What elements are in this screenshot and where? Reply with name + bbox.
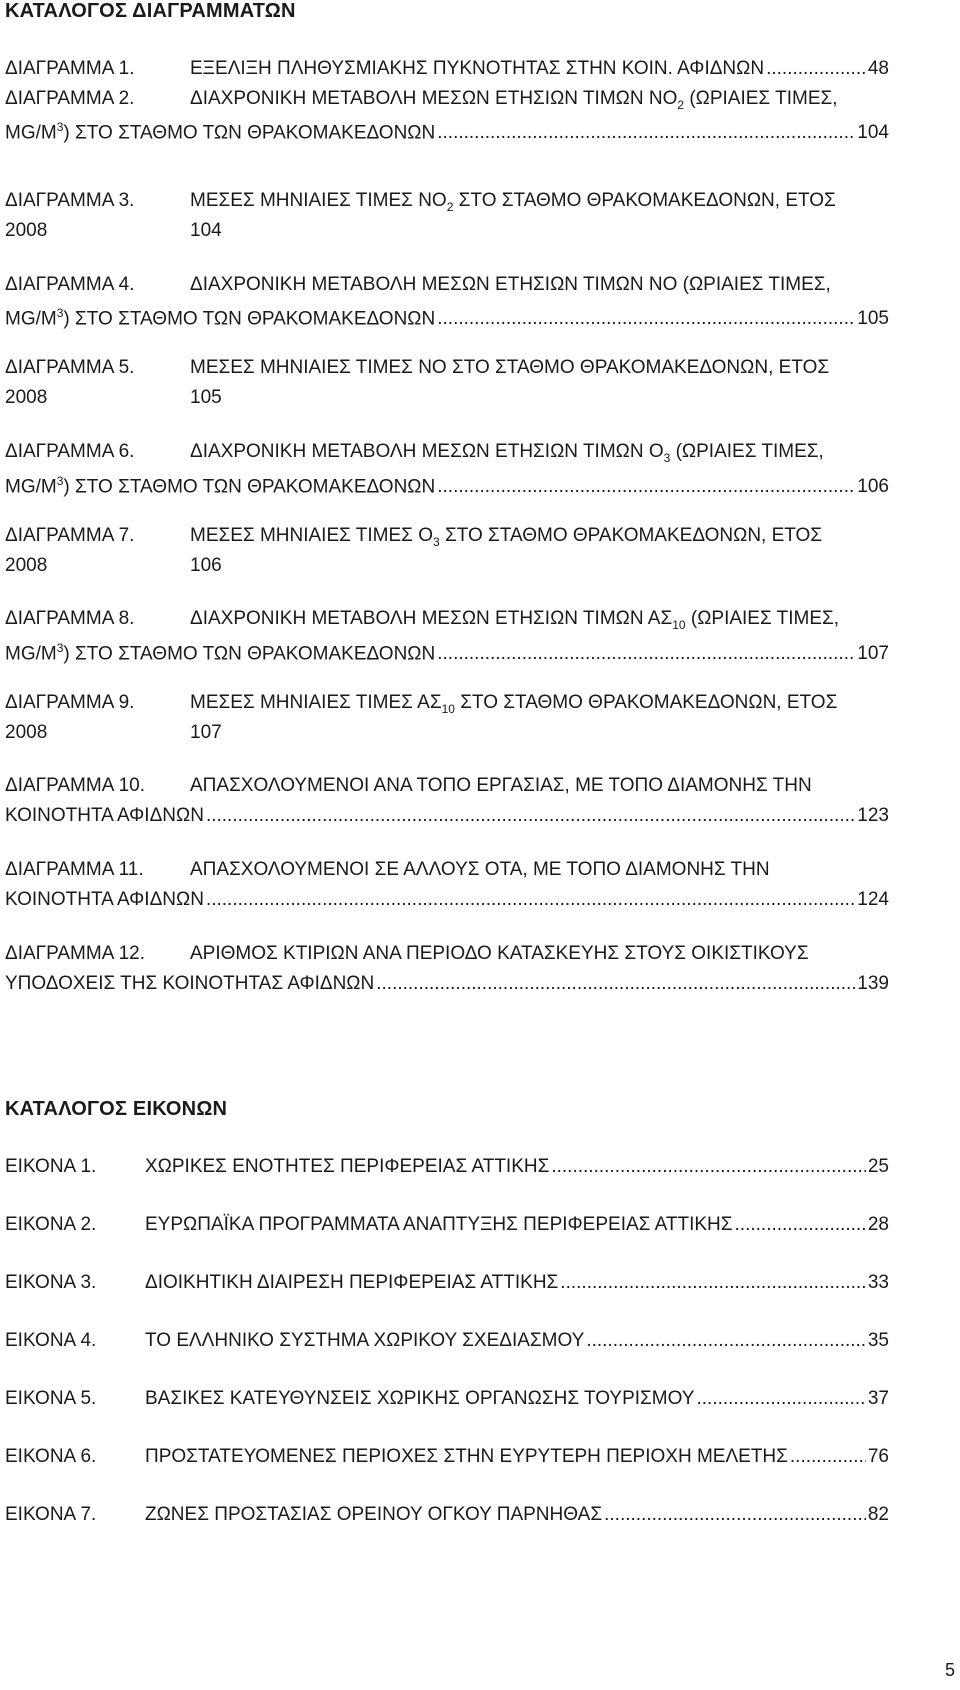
images-heading: ΚΑΤΑΛΟΓΟΣ ΕΙΚΟΝΩΝ <box>5 1098 228 1120</box>
entry-title-line1: ΔΙΑΧΡΟΝΙΚΗ ΜΕΤΑΒΟΛΗ ΜΕΣΩΝ ΕΤΗΣΙΩΝ ΤΙΜΩΝ ΝΟ (ΩΡΙΑΙΕΣ ΤΙΜΕΣ, <box>190 274 831 295</box>
entry-label: ΔΙΑΓΡΑΜΜΑ 1. <box>5 58 135 79</box>
toc-entry-diagram-5[interactable] <box>5 355 889 381</box>
entry-title-line2: ΚΟΙΝΟΤΗΤΑ ΑΦΙΔΝΩΝ <box>5 805 204 826</box>
dot-leader <box>790 1444 866 1470</box>
page-number: 5 <box>944 1660 955 1680</box>
toc-entry-diagram-1[interactable] <box>5 56 889 82</box>
entry-label: ΔΙΑΓΡΑΜΜΑ 12. <box>5 943 146 964</box>
dot-leader <box>604 1502 866 1528</box>
toc-entry-diagram-5-cont[interactable] <box>5 385 889 411</box>
diagrams-heading: ΚΑΤΑΛΟΓΟΣ ΔΙΑΓΡΑΜΜΑΤΩΝ <box>5 0 296 22</box>
toc-entry-diagram-9-cont[interactable] <box>5 720 889 746</box>
entry-title-line1: ΔΙΑΧΡΟΝΙΚΗ ΜΕΤΑΒΟΛΗ ΜΕΣΩΝ ΕΤΗΣΙΩΝ ΤΙΜΩΝ $O_3$ (ΩΡΙΑΙΕΣ ΤΙΜΕΣ, <box>190 441 824 465</box>
toc-entry-diagram-2[interactable] <box>5 86 889 112</box>
entry-title: ΕΞΕΛΙΞΗ ΠΛΗΘΥΣΜΙΑΚΗΣ ΠΥΚΝΟΤΗΤΑΣ ΣΤΗΝ ΚΟΙΝ. ΑΦΙΔΝΩΝ <box>190 58 765 79</box>
toc-entry-diagram-12-cont[interactable] <box>5 971 889 997</box>
toc-entry-diagram-7[interactable] <box>5 523 889 549</box>
entry-title-line1: ΔΙΑΧΡΟΝΙΚΗ ΜΕΤΑΒΟΛΗ ΜΕΣΩΝ ΕΤΗΣΙΩΝ ΤΙΜΩΝ $NO_2$ (ΩΡΙΑΙΕΣ ΤΙΜΕΣ, <box>190 88 838 112</box>
entry-title-line1: ΑΠΑΣΧΟΛΟΥΜΕΝΟΙ ΣΕ ΑΛΛΟΥΣ ΟΤΑ, ΜΕ ΤΟΠΟ ΔΙΑΜΟΝΗΣ ΤΗΝ <box>190 859 770 880</box>
entry-label: ΔΙΑΓΡΑΜΜΑ 8. <box>5 608 135 629</box>
toc-entry-image-3[interactable] <box>5 1270 889 1296</box>
entry-label-year: 2008 <box>5 387 48 408</box>
toc-entry-diagram-6-cont[interactable] <box>5 468 889 498</box>
entry-page: 105 <box>857 308 889 330</box>
toc-entry-diagram-12[interactable] <box>5 941 889 967</box>
entry-page: 123 <box>857 805 889 826</box>
entry-label: ΔΙΑΓΡΑΜΜΑ 2. <box>5 88 135 109</box>
entry-title-line2: $MG/M^3$) ΣΤΟ ΣΤΑΘΜΟ ΤΩΝ ΘΡΑΚΟΜΑΚΕΔΟΝΩΝ <box>5 120 436 144</box>
toc-entry-image-2[interactable] <box>5 1212 889 1238</box>
toc-entry-diagram-7-cont[interactable] <box>5 553 889 579</box>
dot-leader <box>206 887 855 913</box>
entry-label: ΔΙΑΓΡΑΜΜΑ 7. <box>5 525 135 546</box>
entry-label: ΔΙΑΓΡΑΜΜΑ 11. <box>5 859 144 880</box>
toc-entry-diagram-10-cont[interactable] <box>5 803 889 829</box>
toc-entry-image-6[interactable] <box>5 1444 889 1470</box>
toc-entry-diagram-11[interactable] <box>5 857 889 883</box>
entry-label-year: 2008 <box>5 722 48 743</box>
entry-label: ΕΙΚΟΝΑ 6. <box>5 1446 97 1467</box>
entry-label: ΕΙΚΟΝΑ 3. <box>5 1272 97 1293</box>
dot-leader <box>551 1154 866 1180</box>
dot-leader <box>696 1386 865 1412</box>
entry-title-line2: $MG/M^3$) ΣΤΟ ΣΤΑΘΜΟ ΤΩΝ ΘΡΑΚΟΜΑΚΕΔΟΝΩΝ <box>5 306 436 330</box>
entry-title: ΔΙΟΙΚΗΤΙΚΗ ΔΙΑΙΡΕΣΗ ΠΕΡΙΦΕΡΕΙΑΣ ΑΤΤΙΚΗΣ <box>145 1272 559 1293</box>
entry-title: ΜΕΣΕΣ ΜΗΝΙΑΙΕΣ ΤΙΜΕΣ $A\Sigma_{10}$ ΣΤΟ ΣΤΑΘΜΟ ΘΡΑΚΟΜΑΚΕΔΟΝΩΝ, ΕΤΟΣ <box>190 692 838 716</box>
entry-page: 48 <box>867 58 889 79</box>
entry-title: ΧΩΡΙΚΕΣ ΕΝΟΤΗΤΕΣ ΠΕΡΙΦΕΡΕΙΑΣ ΑΤΤΙΚΗΣ <box>145 1156 550 1177</box>
dot-leader <box>206 803 855 829</box>
entry-label: ΕΙΚΟΝΑ 5. <box>5 1388 97 1409</box>
entry-label: ΕΙΚΟΝΑ 4. <box>5 1330 97 1351</box>
toc-entry-diagram-8[interactable] <box>5 606 889 632</box>
entry-page: 104 <box>857 122 889 144</box>
entry-title: ΜΕΣΕΣ ΜΗΝΙΑΙΕΣ ΤΙΜΕΣ $NO_2$ ΣΤΟ ΣΤΑΘΜΟ ΘΡΑΚΟΜΑΚΕΔΟΝΩΝ, ΕΤΟΣ <box>190 190 836 214</box>
entry-title-line1: ΔΙΑΧΡΟΝΙΚΗ ΜΕΤΑΒΟΛΗ ΜΕΣΩΝ ΕΤΗΣΙΩΝ ΤΙΜΩΝ $A\Sigma_{10}$ (ΩΡΙΑΙΕΣ ΤΙΜΕΣ, <box>190 608 840 632</box>
entry-page: 104 <box>190 220 222 241</box>
entry-page: 106 <box>190 555 222 576</box>
entry-label: ΔΙΑΓΡΑΜΜΑ 5. <box>5 357 135 378</box>
entry-title-line2: ΥΠΟΔΟΧΕΙΣ ΤΗΣ ΚΟΙΝΟΤΗΤΑΣ ΑΦΙΔΝΩΝ <box>5 973 375 994</box>
toc-entry-diagram-3[interactable] <box>5 188 889 214</box>
entry-label-year: 2008 <box>5 555 48 576</box>
entry-label: ΔΙΑΓΡΑΜΜΑ 9. <box>5 692 135 713</box>
entry-title-line1: ΑΡΙΘΜΟΣ ΚΤΙΡΙΩΝ ΑΝΑ ΠΕΡΙΟΔΟ ΚΑΤΑΣΚΕΥΗΣ ΣΤΟΥΣ ΟΙΚΙΣΤΙΚΟΥΣ <box>190 943 809 964</box>
dot-leader <box>766 56 866 82</box>
entry-title: ΤΟ ΕΛΛΗΝΙΚΟ ΣΥΣΤΗΜΑ ΧΩΡΙΚΟΥ ΣΧΕΔΙΑΣΜΟΥ <box>145 1330 585 1351</box>
toc-entry-diagram-8-cont[interactable] <box>5 635 889 665</box>
entry-title: ΕΥΡΩΠΑΪΚΑ ΠΡΟΓΡΑΜΜΑΤΑ ΑΝΑΠΤΥΞΗΣ ΠΕΡΙΦΕΡΕΙΑΣ ΑΤΤΙΚΗΣ <box>145 1214 733 1235</box>
entry-title: ΖΩΝΕΣ ΠΡΟΣΤΑΣΙΑΣ ΟΡΕΙΝΟΥ ΟΓΚΟΥ ΠΑΡΝΗΘΑΣ <box>145 1504 603 1525</box>
entry-label: ΕΙΚΟΝΑ 1. <box>5 1156 97 1177</box>
entry-title-line2: $MG/M^3$) ΣΤΟ ΣΤΑΘΜΟ ΤΩΝ ΘΡΑΚΟΜΑΚΕΔΟΝΩΝ <box>5 641 436 665</box>
toc-entry-diagram-2-cont[interactable] <box>5 114 889 144</box>
dot-leader <box>376 971 855 997</box>
toc-entry-diagram-3-cont[interactable] <box>5 218 889 244</box>
entry-page: 25 <box>867 1156 889 1177</box>
dot-leader <box>735 1212 866 1238</box>
entry-page: 107 <box>190 722 222 743</box>
toc-entry-diagram-4-cont[interactable] <box>5 300 889 330</box>
toc-entry-image-1[interactable] <box>5 1154 889 1180</box>
entry-page: 76 <box>867 1446 889 1467</box>
entry-label: ΔΙΑΓΡΑΜΜΑ 3. <box>5 190 135 211</box>
toc-entry-diagram-4[interactable] <box>5 272 889 298</box>
entry-title: ΠΡΟΣΤΑΤΕΥΟΜΕΝΕΣ ΠΕΡΙΟΧΕΣ ΣΤΗΝ ΕΥΡΥΤΕΡΗ ΠΕΡΙΟΧΗ ΜΕΛΕΤΗΣ <box>145 1446 788 1467</box>
dot-leader <box>437 306 855 332</box>
toc-entry-image-7[interactable] <box>5 1502 889 1528</box>
entry-title-line2: ΚΟΙΝΟΤΗΤΑ ΑΦΙΔΝΩΝ <box>5 889 204 910</box>
dot-leader <box>437 641 855 667</box>
entry-page: 28 <box>867 1214 889 1235</box>
entry-page: 106 <box>857 476 889 498</box>
entry-page: 105 <box>190 387 222 408</box>
entry-label-year: 2008 <box>5 220 48 241</box>
entry-label: ΔΙΑΓΡΑΜΜΑ 4. <box>5 274 135 295</box>
dot-leader <box>437 120 855 146</box>
toc-entry-diagram-6[interactable] <box>5 439 889 465</box>
entry-label: ΔΙΑΓΡΑΜΜΑ 6. <box>5 441 135 462</box>
dot-leader <box>560 1270 866 1296</box>
entry-page: 124 <box>857 889 889 910</box>
entry-page: 82 <box>867 1504 889 1525</box>
toc-entry-diagram-9[interactable] <box>5 690 889 716</box>
entry-label: ΕΙΚΟΝΑ 2. <box>5 1214 97 1235</box>
toc-entry-diagram-11-cont[interactable] <box>5 887 889 913</box>
toc-entry-image-4[interactable] <box>5 1328 889 1354</box>
entry-page: 33 <box>867 1272 889 1293</box>
entry-label: ΕΙΚΟΝΑ 7. <box>5 1504 97 1525</box>
entry-label: ΔΙΑΓΡΑΜΜΑ 10. <box>5 775 146 796</box>
entry-title: ΜΕΣΕΣ ΜΗΝΙΑΙΕΣ ΤΙΜΕΣ ΝΟ ΣΤΟ ΣΤΑΘΜΟ ΘΡΑΚΟΜΑΚΕΔΟΝΩΝ, ΕΤΟΣ <box>190 357 830 378</box>
entry-title: ΜΕΣΕΣ ΜΗΝΙΑΙΕΣ ΤΙΜΕΣ $O_3$ ΣΤΟ ΣΤΑΘΜΟ ΘΡΑΚΟΜΑΚΕΔΟΝΩΝ, ΕΤΟΣ <box>190 525 823 549</box>
dot-leader <box>437 474 855 500</box>
toc-entry-image-5[interactable] <box>5 1386 889 1412</box>
entry-title: ΒΑΣΙΚΕΣ ΚΑΤΕΥΘΥΝΣΕΙΣ ΧΩΡΙΚΗΣ ΟΡΓΑΝΩΣΗΣ ΤΟΥΡΙΣΜΟΥ <box>145 1388 695 1409</box>
entry-page: 139 <box>857 973 889 994</box>
toc-entry-diagram-10[interactable] <box>5 773 889 799</box>
dot-leader <box>586 1328 866 1354</box>
entry-title-line2: $MG/M^3$) ΣΤΟ ΣΤΑΘΜΟ ΤΩΝ ΘΡΑΚΟΜΑΚΕΔΟΝΩΝ <box>5 474 436 498</box>
entry-page: 37 <box>867 1388 889 1409</box>
entry-page: 107 <box>857 643 889 665</box>
entry-page: 35 <box>867 1330 889 1351</box>
entry-title-line1: ΑΠΑΣΧΟΛΟΥΜΕΝΟΙ ΑΝΑ ΤΟΠΟ ΕΡΓΑΣΙΑΣ, ΜΕ ΤΟΠΟ ΔΙΑΜΟΝΗΣ ΤΗΝ <box>190 775 812 796</box>
